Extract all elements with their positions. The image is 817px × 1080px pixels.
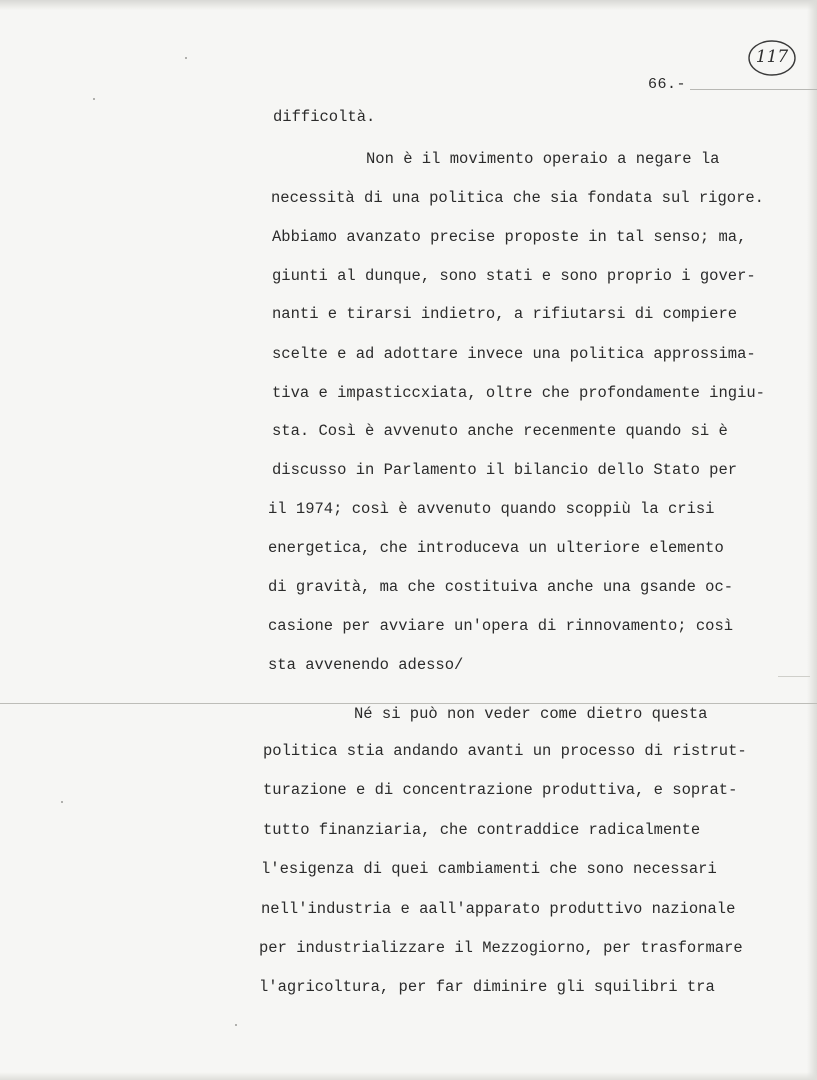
- text-line: nell'industria e aall'apparato produttivo nazionale: [261, 900, 736, 918]
- archive-number-stamp: [747, 38, 797, 78]
- text-line: l'esigenza di quei cambiamenti che sono necessari: [261, 860, 717, 878]
- text-line: casione per avviare un'opera di rinnovamento; così: [268, 617, 734, 635]
- page-number: 66.-: [648, 76, 687, 93]
- scan-edge-right: [807, 0, 817, 1080]
- text-line: di gravità, ma che costituiva anche una gsande oc-: [268, 578, 734, 596]
- text-line: per industrializzare il Mezzogiorno, per trasformare: [259, 939, 743, 957]
- text-line: sta avvenendo adesso/: [268, 656, 464, 674]
- scan-speck: [93, 98, 95, 100]
- text-line: il 1974; così è avvenuto quando scoppiù la crisi: [268, 500, 715, 518]
- text-line: difficoltà.: [273, 108, 376, 126]
- scan-edge-bottom: [0, 1072, 817, 1080]
- page-number-rule: [690, 89, 817, 90]
- text-line: tutto finanziaria, che contraddice radicalmente: [263, 821, 701, 839]
- margin-mark: [778, 676, 810, 677]
- text-line: tiva e impasticcxiata, oltre che profondamente ingiu-: [272, 384, 765, 402]
- text-line: sta. Così è avvenuto anche recenmente quando si è: [272, 422, 728, 440]
- text-line: Né si può non veder come dietro questa: [354, 705, 708, 723]
- scan-speck: [235, 1024, 237, 1026]
- text-line: turazione e di concentrazione produttiva, e soprat-: [263, 781, 738, 799]
- text-line: nanti e tirarsi indietro, a rifiutarsi di compiere: [272, 305, 738, 323]
- text-line: discusso in Parlamento il bilancio dello Stato per: [272, 461, 738, 479]
- scan-speck: [185, 57, 187, 59]
- text-line: energetica, che introduceva un ulteriore elemento: [268, 539, 724, 557]
- scan-edge-top: [0, 0, 817, 10]
- archive-number: 117: [755, 47, 789, 67]
- text-line: Abbiamo avanzato precise proposte in tal senso; ma,: [272, 228, 747, 246]
- text-line: scelte e ad adottare invece una politica approssima-: [272, 345, 756, 363]
- text-line: necessità di una politica che sia fondata sul rigore.: [271, 189, 764, 207]
- text-line: Non è il movimento operaio a negare la: [366, 150, 720, 168]
- text-line: politica stia andando avanti un processo di ristrut-: [263, 742, 747, 760]
- text-line: giunti al dunque, sono stati e sono proprio i gover-: [272, 267, 756, 285]
- text-line: l'agricoltura, per far diminire gli squilibri tra: [259, 978, 715, 996]
- scan-speck: [61, 801, 63, 803]
